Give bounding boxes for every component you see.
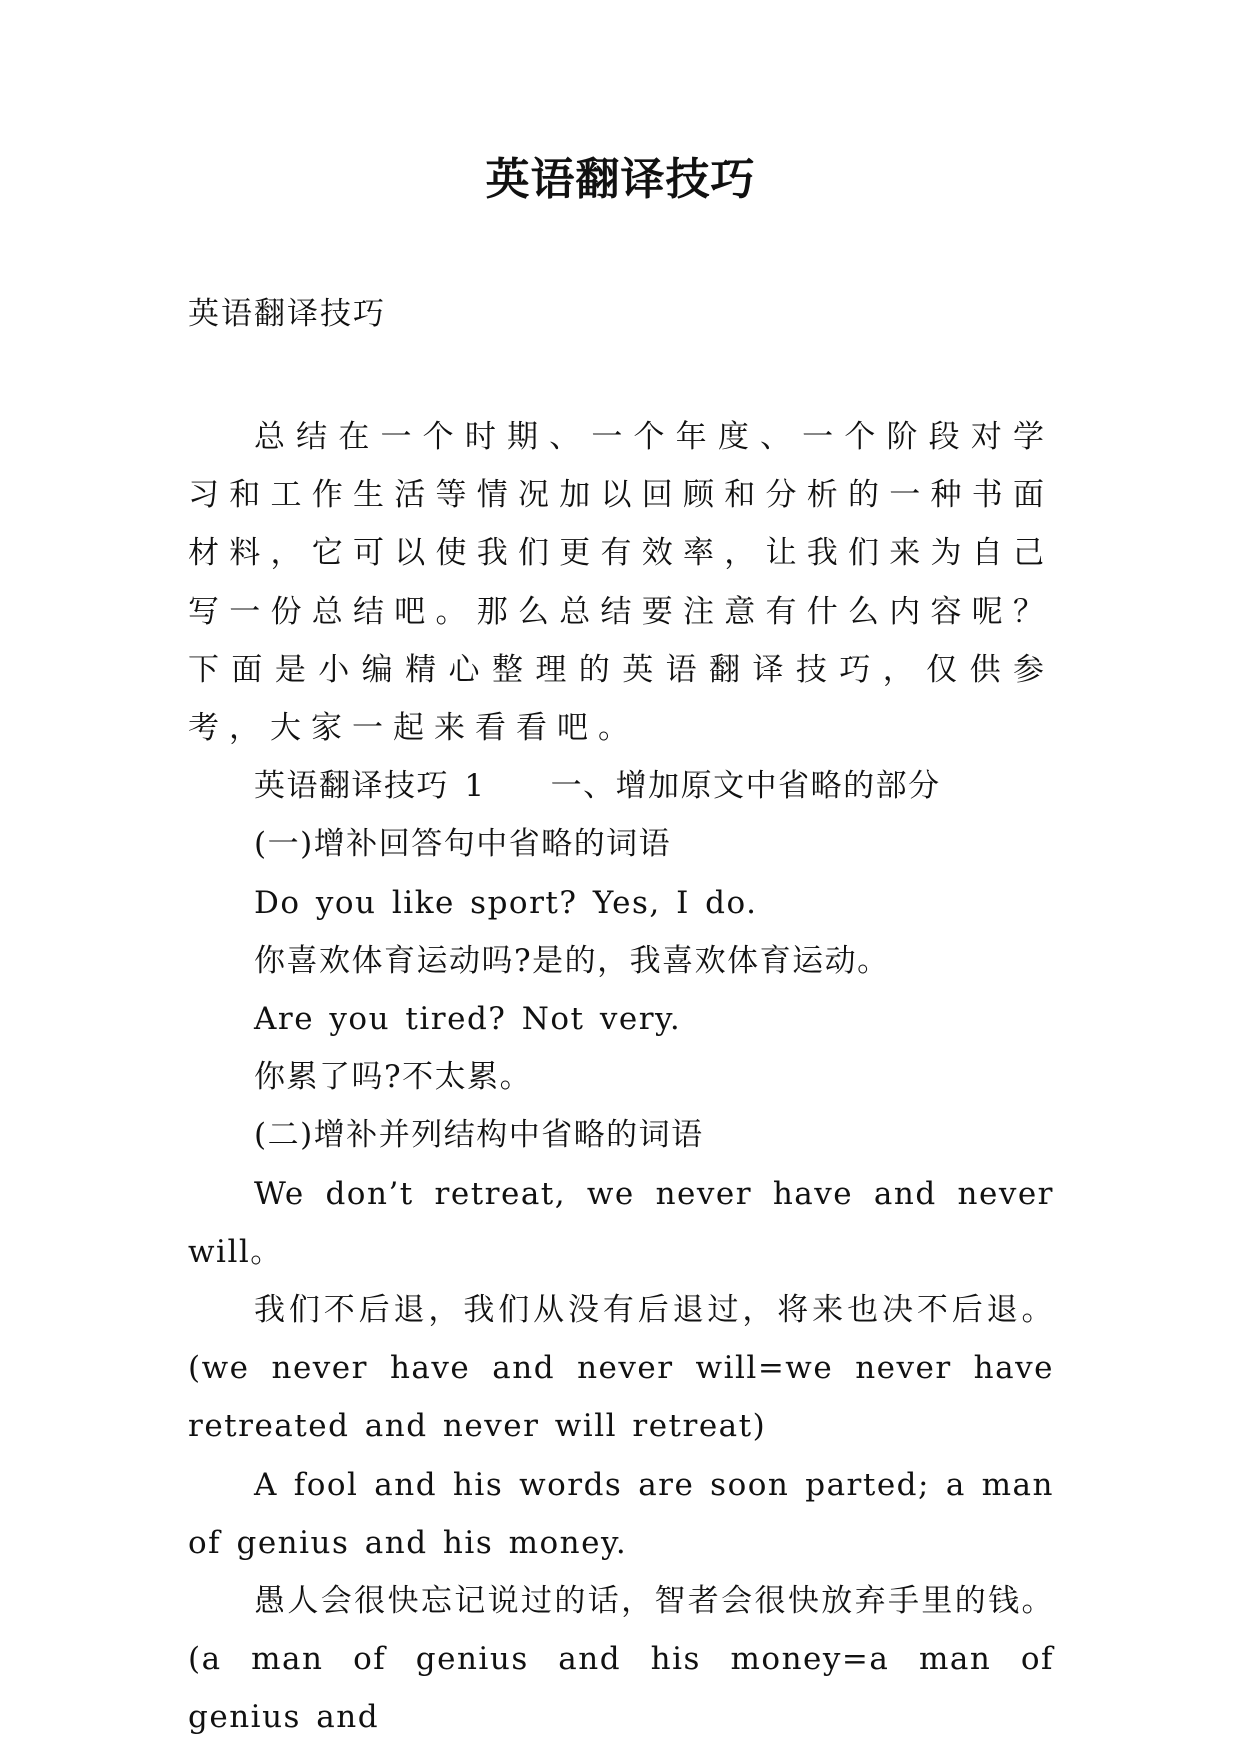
paragraph-section-heading: 英语翻译技巧 1 一、增加原文中省略的部分: [254, 768, 941, 805]
paragraph-example-zh-3: 我们不后退，我们从没有后退过，将来也决不后退。(we never have and never will=we never have retreated and never will retreat): [188, 1292, 1054, 1445]
document-title: 英语翻译技巧: [485, 154, 756, 205]
paragraph-example-en-4: A fool and his words are soon parted; a man of genius and his money.: [188, 1466, 1054, 1561]
paragraph-intro: 总结在一个时期、一个年度、一个阶段对学习和工作生活等情况加以回顾和分析的一种书面材料，它可以使我们更有效率，让我们来为自己写一份总结吧。那么总结要注意有什么内容呢？下面是小编精心整理的英语翻译技巧，仅供参考，大家一起来看看吧。: [188, 419, 1054, 747]
document-body: [188, 408, 1054, 1747]
paragraph-example-zh-2: 你累了吗?不太累。: [254, 1059, 533, 1096]
paragraph-example-zh-1: 你喜欢体育运动吗?是的，我喜欢体育运动。: [254, 942, 890, 979]
paragraph-subheading-2: (二)增补并列结构中省略的词语: [254, 1117, 704, 1154]
paragraph-example-en-3: We don’t retreat, we never have and never will。: [188, 1175, 1054, 1270]
paragraph-example-en-2: Are you tired? Not very.: [254, 1001, 682, 1038]
paragraph-example-zh-4: 愚人会很快忘记说过的话，智者会很快放弃手里的钱。(a man of genius and his money=a man of genius and: [188, 1583, 1054, 1736]
paragraph-example-en-1: Do you like sport? Yes, I do.: [254, 884, 758, 921]
document-subtitle: 英语翻译技巧: [188, 296, 386, 332]
paragraph-subheading-1: (一)增补回答句中省略的词语: [254, 826, 672, 863]
